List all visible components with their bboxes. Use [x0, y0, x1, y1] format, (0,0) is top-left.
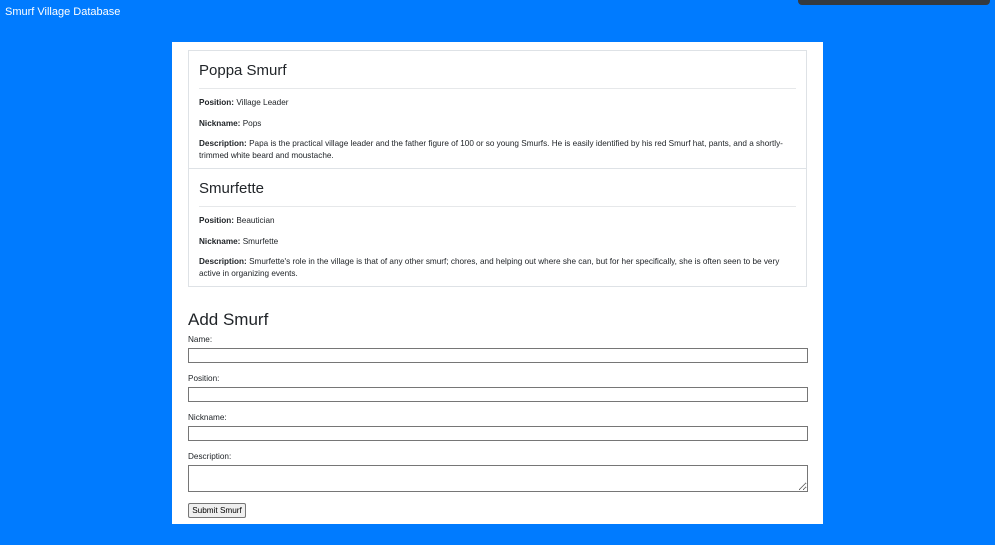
- add-smurf-form: [188, 310, 808, 515]
- submit-smurf-button[interactable]: Submit Smurf: [188, 503, 246, 518]
- name-input[interactable]: [188, 348, 808, 363]
- nickname-field-label: Nickname:: [188, 413, 227, 422]
- description-value: Smurfette's role in the village is that of any other smurf; chores, and helping out where she can, but for her specifically, she is often seen to be very active in organizing events.: [199, 257, 780, 278]
- smurf-description: [199, 138, 796, 161]
- position-value: Village Leader: [236, 98, 289, 107]
- nickname-label: Nickname:: [199, 236, 241, 246]
- nickname-value: Smurfette: [242, 236, 279, 246]
- main-container: [172, 42, 823, 524]
- description-textarea[interactable]: [188, 465, 808, 492]
- top-right-widget: [798, 0, 990, 5]
- nickname-label: Nickname:: [199, 118, 241, 128]
- smurf-description: [199, 256, 796, 279]
- description-label: Description:: [199, 257, 247, 266]
- smurf-nickname: [199, 118, 796, 130]
- smurf-name: Smurfette: [199, 179, 796, 207]
- position-value: Beautician: [236, 216, 275, 225]
- name-label: Name:: [188, 335, 213, 344]
- smurf-position: [199, 97, 796, 109]
- description-field-label: Description:: [188, 452, 232, 461]
- smurf-nickname: [199, 236, 796, 248]
- position-label: Position:: [199, 98, 235, 107]
- smurf-list: [188, 50, 807, 287]
- form-title: Add Smurf: [188, 310, 269, 329]
- position-label: Position:: [199, 216, 235, 225]
- position-field-label: Position:: [188, 374, 220, 383]
- navbar-brand[interactable]: Smurf Village Database: [5, 6, 121, 18]
- smurf-card: [189, 51, 806, 168]
- smurf-card: [189, 168, 806, 286]
- smurf-position: [199, 215, 796, 227]
- description-label: Description:: [199, 139, 247, 148]
- nickname-input[interactable]: [188, 426, 808, 441]
- description-value: Papa is the practical village leader and the father figure of 100 or so young Smurfs. He is easily identified by his red Smurf hat, pants, and a shortly-trimmed white beard and moustache.: [199, 139, 783, 160]
- smurf-name: Poppa Smurf: [199, 61, 796, 89]
- nickname-value: Pops: [242, 118, 262, 128]
- position-input[interactable]: [188, 387, 808, 402]
